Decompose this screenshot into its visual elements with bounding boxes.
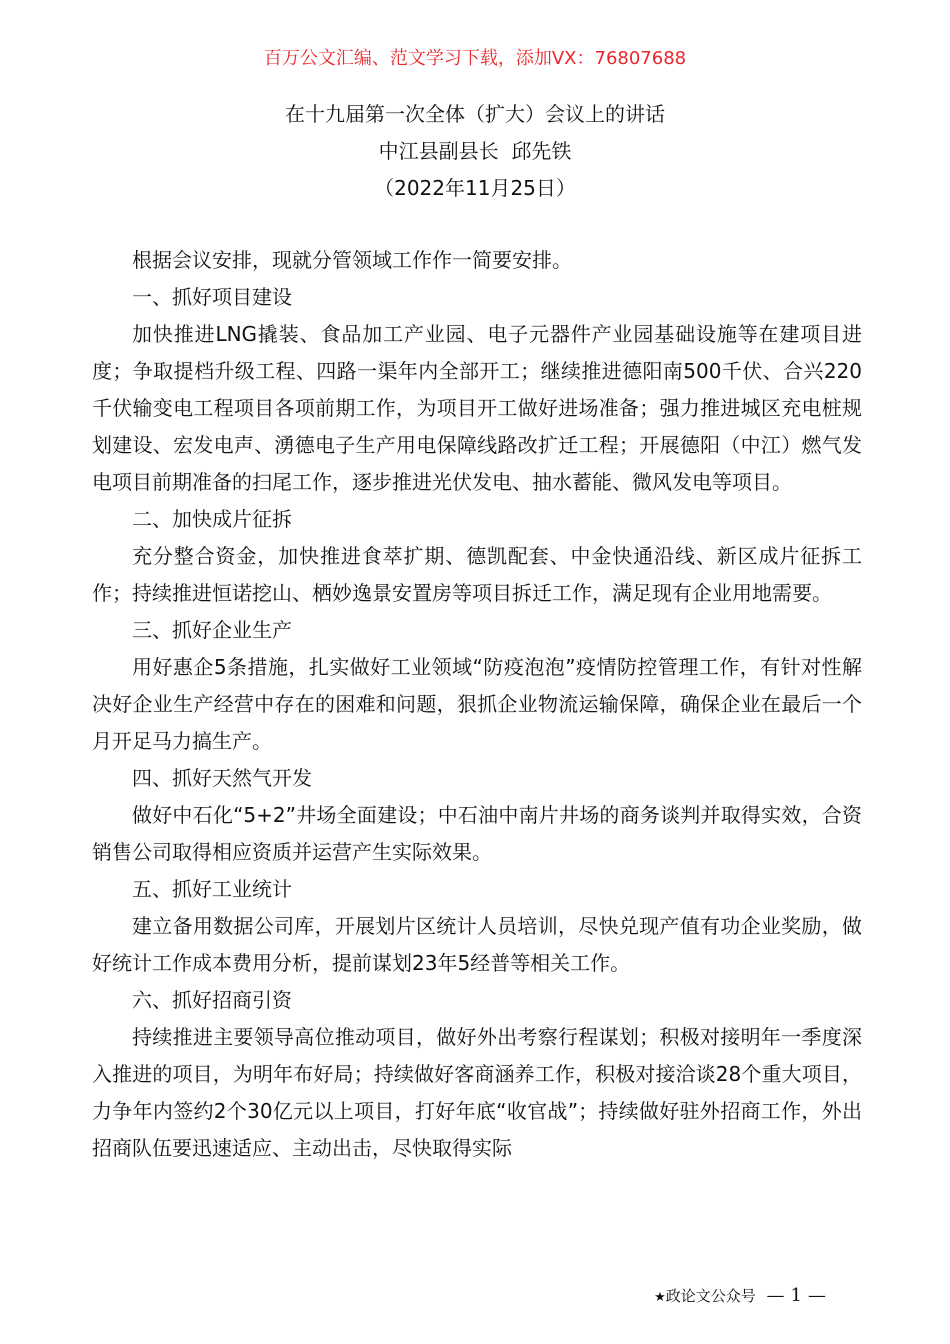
speaker-line: 中江县副县长 邱先铁 (378, 139, 572, 163)
section-body-2: 充分整合资金，加快推进食萃扩期、德凯配套、中金快通沿线、新区成片征拆工作；持续推进恒诺挖山、栖妙逸景安置房等项目拆迁工作，满足现有企业用地需要。 (92, 544, 862, 605)
section-heading-5: 五、抓好工业统计 (132, 877, 292, 901)
section-body-5: 建立备用数据公司库，开展划片区统计人员培训，尽快兑现产值有功企业奖励，做好统计工作成本费用分析，提前谋划23年5经普等相关工作。 (92, 914, 862, 975)
star-icon: ★ (654, 1290, 666, 1305)
section-heading-6: 六、抓好招商引资 (132, 988, 292, 1012)
section-body-3: 用好惠企5条措施，扎实做好工业领域“防疫泡泡”疫情防控管理工作，有针对性解决好企业生产经营中存在的困难和问题，狠抓企业物流运输保障，确保企业在最后一个月开足马力搞生产。 (92, 655, 862, 753)
promo-banner-text: 百万公文汇编、范文学习下载，添加VX：76807688 (263, 48, 687, 69)
section-heading-4: 四、抓好天然气开发 (132, 766, 312, 790)
section-heading-3: 三、抓好企业生产 (132, 618, 292, 642)
section-body-6: 持续推进主要领导高位推动项目，做好外出考察行程谋划；积极对接明年一季度深入推进的项目，为明年布好局；持续做好客商涵养工作，积极对接洽谈28个重大项目，力争年内签约2个30亿元以上项目，打好年底“收官战”；持续做好驻外招商工作，外出招商队伍要迅速适应、主动出击，尽快取得实际 (92, 1025, 862, 1160)
footer-dash-right: — (808, 1285, 826, 1306)
section-heading-2: 二、加快成片征拆 (132, 507, 292, 531)
footer-source: 政论文公众号 (665, 1287, 756, 1305)
speech-date: （2022年11月25日） (374, 176, 576, 200)
intro-paragraph: 根据会议安排，现就分管领域工作作一简要安排。 (132, 248, 572, 272)
section-heading-1: 一、抓好项目建设 (132, 285, 292, 309)
title-block (0, 96, 950, 207)
section-body-1: 加快推进LNG撬装、食品加工产业园、电子元器件产业园基础设施等在建项目进度；争取提档升级工程、四路一渠年内全部开工；继续推进德阳南500千伏、合兴220千伏输变电工程项目各项前期工作，为项目开工做好进场准备；强力推进城区充电桩规划建设、宏发电声、湧德电子生产用电保障线路改扩迁工程；开展德阳（中江）燃气发电项目前期准备的扫尾工作，逐步推进光伏发电、抽水蓄能、微风发电等项目。 (92, 322, 862, 494)
page-footer (654, 1284, 832, 1310)
page-number: 1 (790, 1285, 802, 1306)
promo-banner (0, 45, 950, 73)
section-body-4: 做好中石化“5+2”井场全面建设；中石油中南片井场的商务谈判并取得实效，合资销售公司取得相应资质并运营产生实际效果。 (92, 803, 862, 864)
footer-dash-left: — (766, 1285, 785, 1306)
document-body (92, 242, 862, 1167)
speech-title: 在十九届第一次全体（扩大）会议上的讲话 (285, 102, 665, 126)
